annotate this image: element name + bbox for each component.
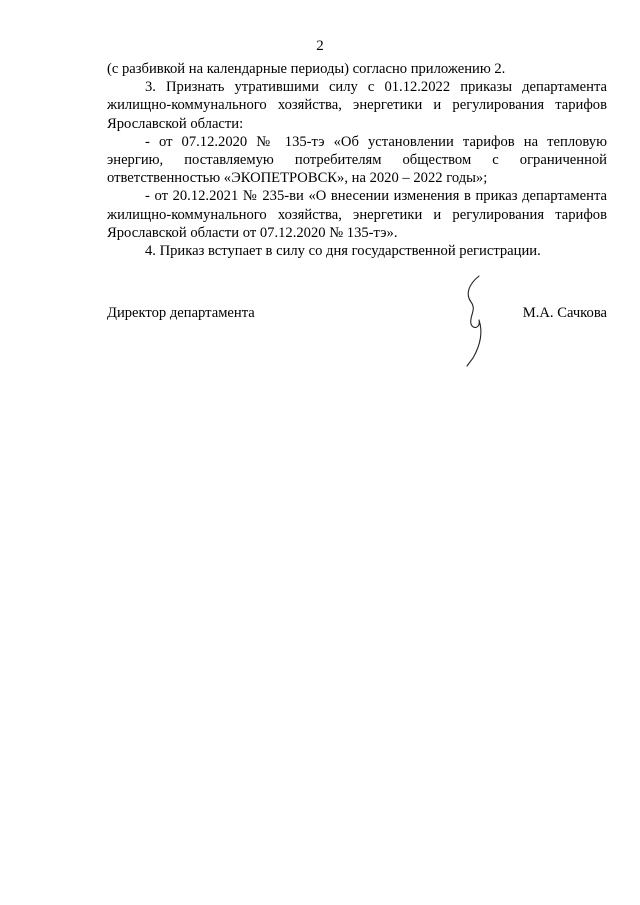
signatory-title: Директор департамента — [107, 305, 255, 321]
document-body — [107, 60, 607, 260]
paragraph-item-3: 3. Признать утратившими силу с 01.12.2022 приказы департамента жилищно-коммунального хозяйства, энергетики и регулирования тарифов Ярославской области: — [107, 79, 607, 132]
handwritten-signature — [459, 272, 499, 368]
page-number: 2 — [316, 38, 324, 54]
paragraph-order-235-vi: - от 20.12.2021 № 235-ви «О внесении изменения в приказ департамента жилищно-коммунального хозяйства, энергетики и регулирования тарифов Ярославской области от 07.12.2020 № 135-тэ». — [107, 188, 607, 241]
paragraph-continuation: (с разбивкой на календарные периоды) согласно приложению 2. — [107, 61, 506, 77]
paragraph-order-135-te: - от 07.12.2020 № 135-тэ «Об установлении тарифов на тепловую энергию, поставляемую потребителям обществом с ограниченной ответственностью «ЭКОПЕТРОВСК», на 2020 – 2022 годы»; — [107, 133, 607, 187]
paragraph-item-4: 4. Приказ вступает в силу со дня государственной регистрации. — [145, 243, 541, 260]
signatory-name: М.А. Сачкова — [522, 305, 607, 321]
signature-block — [107, 304, 607, 374]
